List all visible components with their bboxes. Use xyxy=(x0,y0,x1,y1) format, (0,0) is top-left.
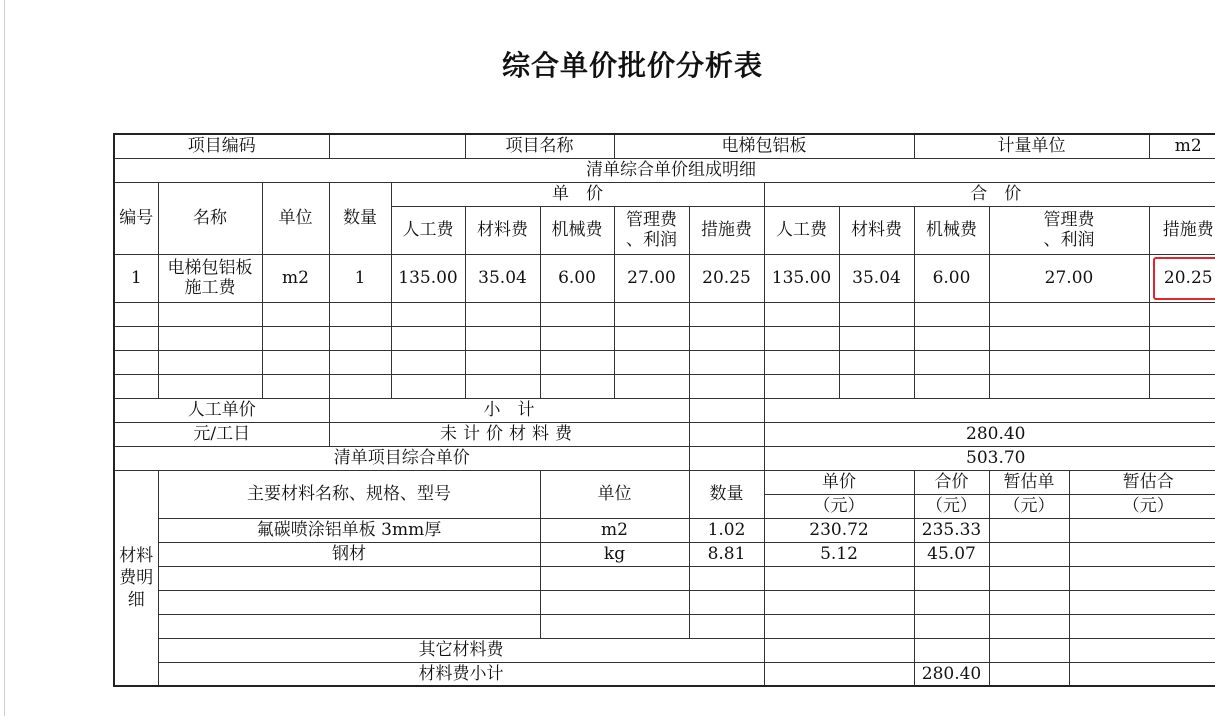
other-material-label: 其它材料费 xyxy=(158,638,764,662)
row-name-a: 电梯包铝板 xyxy=(167,258,253,278)
mat-col-price: 单价 xyxy=(764,470,914,494)
col-name: 名称 xyxy=(158,182,262,254)
table-row-empty xyxy=(114,326,1215,350)
col-no: 编号 xyxy=(114,182,158,254)
row-name-b: 施工费 xyxy=(184,278,236,298)
col-t-mgmt-b: 、利润 xyxy=(1043,230,1095,250)
row-unit: m2 xyxy=(262,254,329,302)
mat-col-est-total: 暂估合 xyxy=(1069,470,1215,494)
col-t-machine: 机械费 xyxy=(914,206,989,254)
mat-yuan-est-price: （元） xyxy=(989,494,1069,518)
mat-item-name: 钢材 xyxy=(158,542,540,566)
table-row xyxy=(114,518,1215,542)
material-section-label-2: 费明 xyxy=(119,567,154,588)
material-subtotal-label: 材料费小计 xyxy=(158,662,764,686)
name-label: 项目名称 xyxy=(465,134,614,158)
table-row xyxy=(114,662,1215,686)
material-subtotal-value: 280.40 xyxy=(914,662,989,686)
labor-unit-price-label: 人工单价 xyxy=(114,398,329,422)
unpriced-material-label: 未计价材料费 xyxy=(329,422,689,446)
table-row-empty xyxy=(114,614,1215,638)
mat-item-qty: 8.81 xyxy=(689,542,764,566)
price-analysis-table xyxy=(113,133,1215,687)
table-row xyxy=(114,182,1215,206)
col-up-labor: 人工费 xyxy=(391,206,465,254)
composite-price-value: 503.70 xyxy=(764,446,1215,470)
mat-item-total: 45.07 xyxy=(914,542,989,566)
mat-col-qty: 数量 xyxy=(689,470,764,518)
col-up-mgmt xyxy=(614,206,689,254)
page-title: 综合单价批价分析表 xyxy=(501,49,763,82)
row-up-measure: 20.25 xyxy=(689,254,764,302)
col-up-machine: 机械费 xyxy=(540,206,614,254)
table-row-empty xyxy=(114,302,1215,326)
table-row-empty xyxy=(114,590,1215,614)
col-t-mgmt-a: 管理费 xyxy=(1043,210,1095,230)
table-row xyxy=(114,542,1215,566)
material-section-label xyxy=(114,470,158,686)
row-up-machine: 6.00 xyxy=(540,254,614,302)
row-t-measure: 20.25 xyxy=(1163,268,1213,288)
table-row-empty xyxy=(114,350,1215,374)
row-t-measure-highlighted xyxy=(1149,254,1215,302)
col-unit: 单位 xyxy=(262,182,329,254)
mat-col-est-price: 暂估单 xyxy=(989,470,1069,494)
row-t-material: 35.04 xyxy=(839,254,914,302)
table-row-empty xyxy=(114,566,1215,590)
mat-yuan-price: （元） xyxy=(764,494,914,518)
row-t-mgmt: 27.00 xyxy=(989,254,1149,302)
mat-col-unit: 单位 xyxy=(540,470,689,518)
col-t-measure: 措施费 xyxy=(1149,206,1215,254)
material-section-label-1: 材料 xyxy=(119,545,154,566)
detail-title: 清单综合单价组成明细 xyxy=(114,158,1215,182)
unit-label: 计量单位 xyxy=(914,134,1149,158)
row-up-material: 35.04 xyxy=(465,254,540,302)
table-row xyxy=(114,422,1215,446)
row-t-machine: 6.00 xyxy=(914,254,989,302)
mat-item-unit: m2 xyxy=(540,518,689,542)
table-row-empty xyxy=(114,374,1215,398)
group-unit-price: 单 价 xyxy=(391,182,764,206)
code-value xyxy=(329,134,465,158)
row-t-labor: 135.00 xyxy=(764,254,839,302)
col-t-labor: 人工费 xyxy=(764,206,839,254)
col-t-material: 材料费 xyxy=(839,206,914,254)
table-row xyxy=(114,398,1215,422)
col-up-mgmt-a: 管理费 xyxy=(626,210,677,230)
row-up-labor: 135.00 xyxy=(391,254,465,302)
subtotal-label: 小 计 xyxy=(329,398,689,422)
table-row xyxy=(114,470,1215,494)
row-up-mgmt: 27.00 xyxy=(614,254,689,302)
col-up-mgmt-b: 、利润 xyxy=(626,230,677,250)
mat-item-unit: kg xyxy=(540,542,689,566)
mat-item-name: 氟碳喷涂铝单板 3mm厚 xyxy=(158,518,540,542)
table-row xyxy=(114,254,1215,302)
col-up-material: 材料费 xyxy=(465,206,540,254)
row-name xyxy=(158,254,262,302)
col-qty: 数量 xyxy=(329,182,391,254)
mat-yuan-est-total: （元） xyxy=(1069,494,1215,518)
row-qty: 1 xyxy=(329,254,391,302)
table-row xyxy=(114,638,1215,662)
mat-item-price: 5.12 xyxy=(764,542,914,566)
mat-col-total: 合价 xyxy=(914,470,989,494)
mat-col-name: 主要材料名称、规格、型号 xyxy=(158,470,540,518)
name-value: 电梯包铝板 xyxy=(614,134,914,158)
mat-item-price: 230.72 xyxy=(764,518,914,542)
mat-item-qty: 1.02 xyxy=(689,518,764,542)
group-total: 合 价 xyxy=(764,182,1215,206)
unit-value: m2 xyxy=(1149,134,1215,158)
table-row xyxy=(114,158,1215,182)
table-row-header xyxy=(114,134,1215,158)
mat-item-total: 235.33 xyxy=(914,518,989,542)
yuan-per-day: 元/工日 xyxy=(114,422,329,446)
col-up-measure: 措施费 xyxy=(689,206,764,254)
code-label: 项目编码 xyxy=(114,134,329,158)
unpriced-material-value: 280.40 xyxy=(764,422,1215,446)
material-section-label-3: 细 xyxy=(127,589,145,610)
composite-price-label: 清单项目综合单价 xyxy=(114,446,689,470)
col-t-mgmt xyxy=(989,206,1149,254)
table-row xyxy=(114,446,1215,470)
page-left-edge xyxy=(4,0,5,716)
mat-yuan-total: （元） xyxy=(914,494,989,518)
row-no: 1 xyxy=(114,254,158,302)
